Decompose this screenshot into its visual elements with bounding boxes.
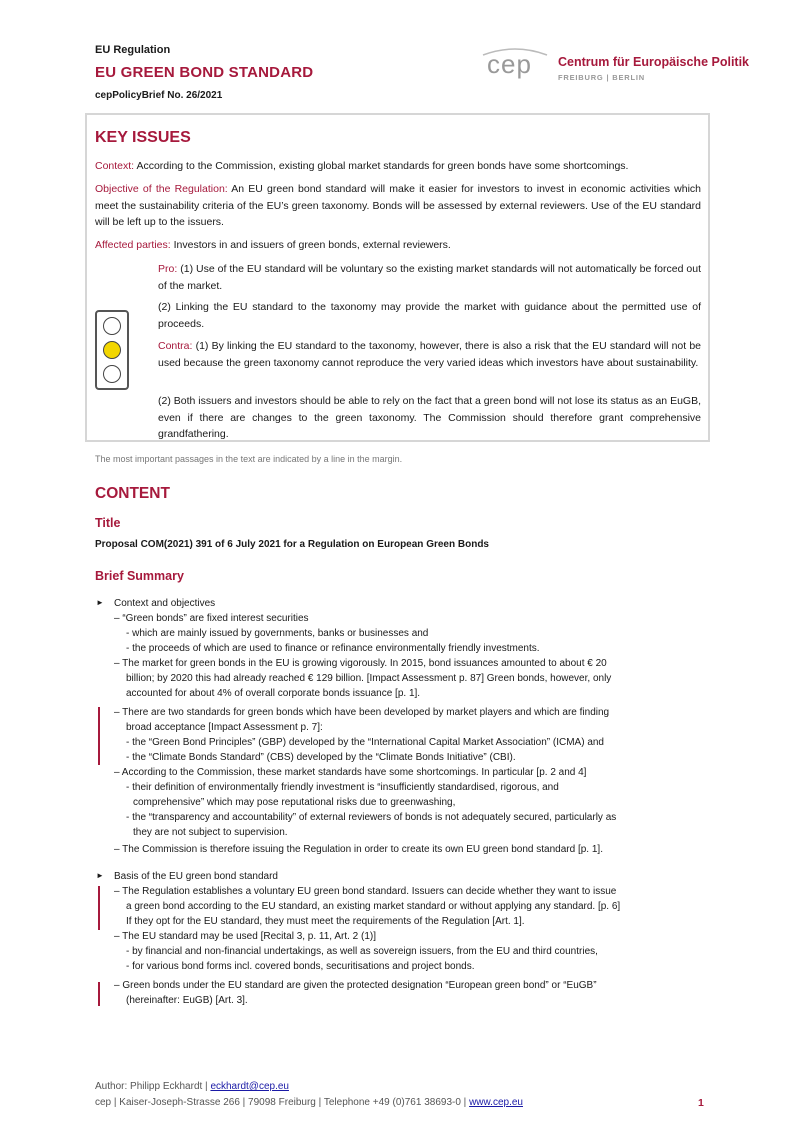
footer-address <box>95 1097 523 1108</box>
summary-line: - by financial and non-financial undertakings, as well as sovereign issuers, from the EU and third countries, <box>126 946 598 957</box>
summary-line: accounted for about 4% of overall corporate bonds issuance [p. 1]. <box>126 688 421 699</box>
traffic-light-top <box>103 317 121 335</box>
summary-line: – The Commission is therefore issuing the Regulation in order to create its own EU green bond standard [p. 1]. <box>114 844 603 855</box>
summary-line: – The EU standard may be used [Recital 3, p. 11, Art. 2 (1)] <box>114 931 376 942</box>
summary-line: – The market for green bonds in the EU is growing vigorously. In 2015, bond issuances amounted to about € 20 <box>114 658 607 669</box>
summary-line: Context and objectives <box>114 598 216 609</box>
margin-bar <box>98 707 100 765</box>
proposal-title: Proposal COM(2021) 391 of 6 July 2021 for a Regulation on European Green Bonds <box>95 539 489 550</box>
context-label: Context: <box>95 160 135 172</box>
summary-line: (hereinafter: EuGB) [Art. 3]. <box>126 995 248 1006</box>
content-heading: CONTENT <box>95 485 170 502</box>
footer-author <box>95 1081 289 1092</box>
objective-label: Objective of the Regulation: <box>95 183 228 195</box>
pro-label: Pro: <box>158 263 178 275</box>
summary-line: If they opt for the EU standard, they must meet the requirements of the Regulation [Art. 1]. <box>126 916 525 927</box>
contra-1-text: (1) By linking the EU standard to the taxonomy, however, there is also a risk that the EU standard will not be used because the green taxonomy cannot reproduce the very varied ideas which investors have about sustainability. <box>158 340 702 369</box>
margin-bar <box>98 886 100 930</box>
traffic-light-icon <box>95 310 129 390</box>
traffic-light-middle <box>103 341 121 359</box>
summary-line: - the proceeds of which are used to finance or refinance environmentally friendly investments. <box>126 643 540 654</box>
affected-paragraph <box>95 237 701 254</box>
bullet-arrow-icon: ► <box>96 871 104 880</box>
brief-number: cepPolicyBrief No. 26/2021 <box>95 90 223 101</box>
title-heading: Title <box>95 516 121 530</box>
margin-bar <box>98 982 100 1006</box>
traffic-light-bottom <box>103 365 121 383</box>
summary-line: – According to the Commission, these market standards have some shortcomings. In particular [p. 2 and 4] <box>114 767 587 778</box>
contra-2-paragraph: (2) Both issuers and investors should be able to rely on the fact that a green bond will not lose its status as an EuGB, even if there are changes to the green taxonomy. The Commission should therefore grant comprehensive grandfathering. <box>158 395 701 440</box>
context-text: According to the Commission, existing global market standards for green bonds have some shortcomings. <box>136 160 629 172</box>
affected-text: Investors in and issuers of green bonds, external reviewers. <box>173 239 451 251</box>
address-text: cep | Kaiser-Joseph-Strasse 266 | 79098 Freiburg | Telephone +49 (0)761 38693-0 | <box>95 1097 467 1108</box>
summary-line: - which are mainly issued by governments, banks or businesses and <box>126 628 429 639</box>
page-title: EU GREEN BOND STANDARD <box>95 64 314 81</box>
summary-line: billion; by 2020 this had already reached € 129 billion. [Impact Assessment p. 87] Green bonds, however, only <box>126 673 612 684</box>
contra-label: Contra: <box>158 340 193 352</box>
summary-line: - the “Climate Bonds Standard” (CBS) developed by the “Climate Bonds Initiative” (CBI). <box>126 752 516 763</box>
summary-line: a green bond according to the EU standard, an existing market standard or without applying any standard. [p. 6] <box>126 901 621 912</box>
summary-line: - the “transparency and accountability” of external reviewers of bonds is not adequately secured, particularly as <box>126 812 617 823</box>
page-number: 1 <box>698 1097 704 1109</box>
summary-line: they are not subject to supervision. <box>133 827 288 838</box>
summary-line: – There are two standards for green bonds which have been developed by market players and which are finding <box>114 707 610 718</box>
author-label: Author: Philipp Eckhardt | <box>95 1081 208 1092</box>
summary-line: comprehensive” which may pose reputational risks due to greenwashing, <box>133 797 456 808</box>
summary-line: – Green bonds under the EU standard are given the protected designation “European green bond” or “EuGB” <box>114 980 597 991</box>
context-paragraph <box>95 158 701 175</box>
pro-1-paragraph <box>158 261 701 294</box>
category-label: EU Regulation <box>95 44 171 56</box>
logo-cities: FREIBURG | BERLIN <box>558 73 645 82</box>
pro-2-paragraph: (2) Linking the EU standard to the taxonomy may provide the market with guidance about the permitted use of proceeds. <box>158 301 701 330</box>
objective-paragraph <box>95 181 701 231</box>
cep-logo <box>475 45 750 85</box>
bullet-arrow-icon: ► <box>96 598 104 607</box>
summary-line: Basis of the EU green bond standard <box>114 871 278 882</box>
contra-1-paragraph <box>158 338 701 371</box>
logo-name: Centrum für Europäische Politik <box>558 55 750 69</box>
summary-line: - the “Green Bond Principles” (GBP) developed by the “International Capital Market Association” (ICMA) and <box>126 737 604 748</box>
margin-note: The most important passages in the text are indicated by a line in the margin. <box>95 454 403 464</box>
summary-heading: Brief Summary <box>95 569 184 583</box>
summary-line: - their definition of environmentally friendly investment is “insufficiently standardised, rigorous, and <box>126 782 559 793</box>
summary-line: – “Green bonds” are fixed interest securities <box>114 613 309 624</box>
author-email-link[interactable]: eckhardt@cep.eu <box>210 1081 289 1092</box>
summary-line: - for various bond forms incl. covered bonds, securitisations and project bonds. <box>126 961 475 972</box>
logo-abbr: cep <box>487 49 532 79</box>
key-issues-heading: KEY ISSUES <box>95 129 191 146</box>
summary-line: – The Regulation establishes a voluntary EU green bond standard. Issuers can decide whether they want to issue <box>114 886 617 897</box>
website-link[interactable]: www.cep.eu <box>469 1097 523 1108</box>
pro-1-text: (1) Use of the EU standard will be voluntary so the existing market standards will not automatically be forced out of the market. <box>158 263 701 292</box>
objective-text: An EU green bond standard will make it easier for investors to invest in economic activities which meet the sustainability criteria of the EU’s green taxonomy. Bonds will be assessed by external reviewers. Use of the EU standard will be left up to the issuers. <box>95 183 701 228</box>
summary-line: broad acceptance [Impact Assessment p. 7]: <box>126 722 323 733</box>
affected-label: Affected parties: <box>95 239 171 251</box>
